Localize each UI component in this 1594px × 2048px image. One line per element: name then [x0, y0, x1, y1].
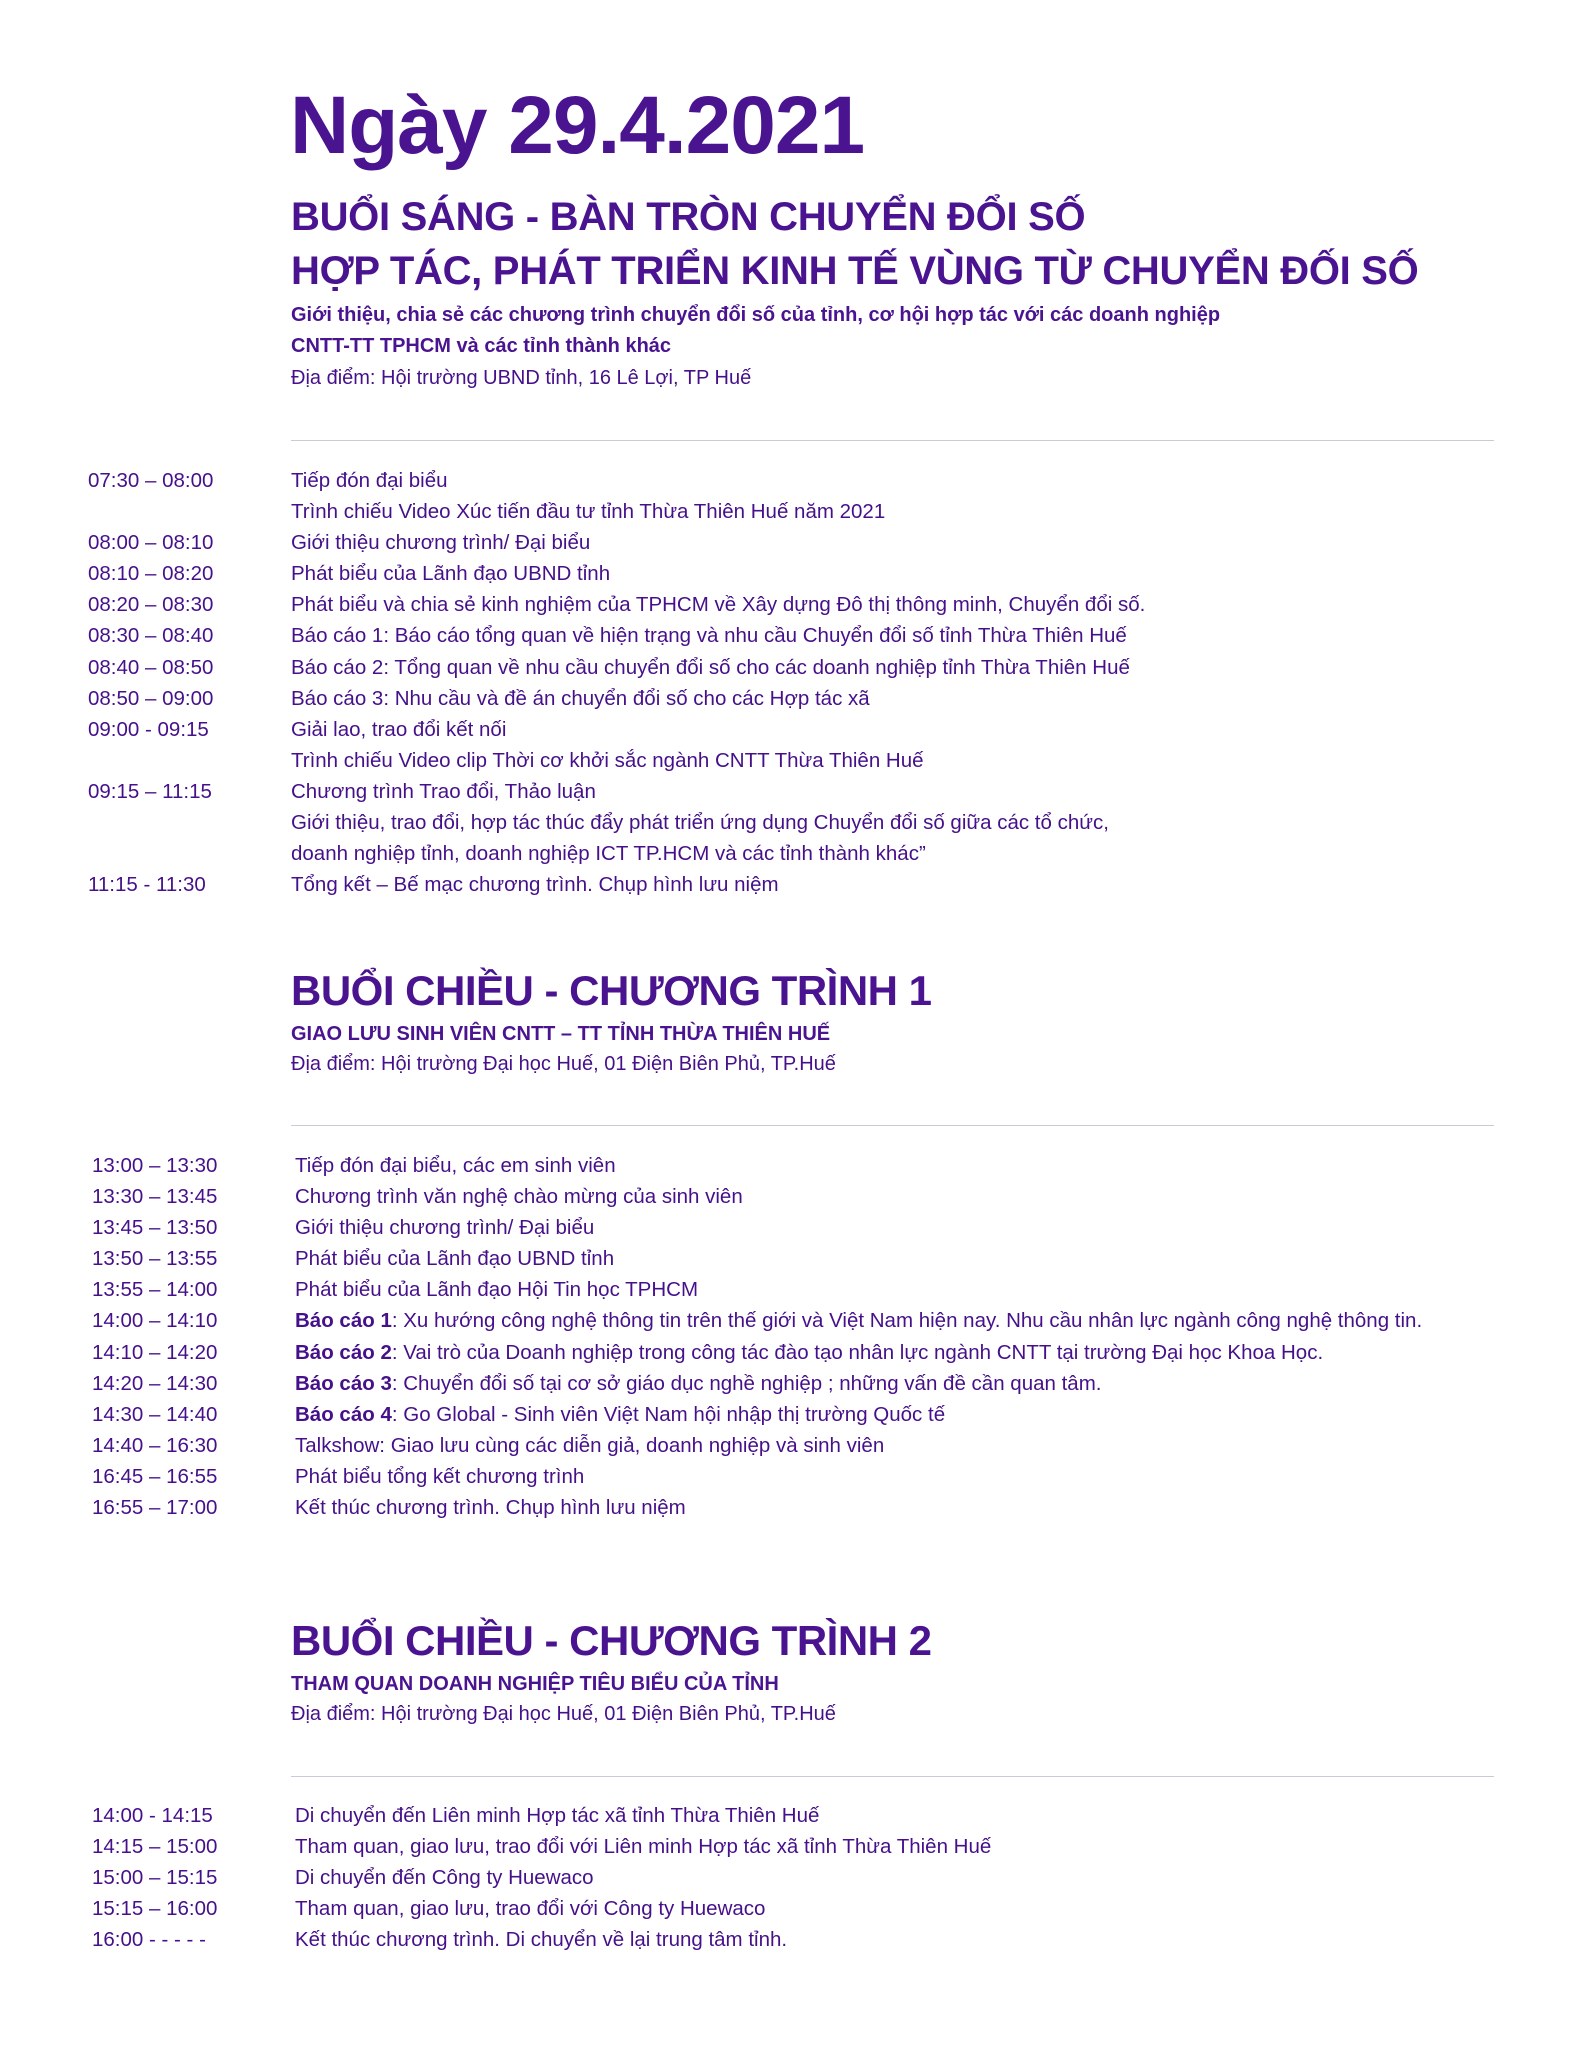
afternoon-2-subtitle: THAM QUAN DOANH NGHIỆP TIÊU BIỂU CỦA TỈNH [291, 1673, 779, 1695]
afternoon-1-venue: Địa điểm: Hội trường Đại học Huế, 01 Điện Biên Phủ, TP.Huế [291, 1053, 836, 1075]
schedule-time [88, 838, 291, 869]
schedule-description: Báo cáo 3: Nhu cầu và đề án chuyển đổi số cho các Hợp tác xã [291, 686, 870, 710]
schedule-row [88, 683, 1548, 714]
schedule-time: 14:15 – 15:00 [92, 1835, 218, 1859]
report-label: Báo cáo 2 [295, 1340, 392, 1364]
report-label: Báo cáo 4 [295, 1402, 392, 1426]
schedule-time: 16:45 – 16:55 [92, 1464, 218, 1488]
schedule-time: 13:30 – 13:45 [92, 1185, 218, 1209]
schedule-time: 14:00 - 14:15 [92, 1804, 213, 1827]
schedule-row [88, 1492, 1548, 1523]
schedule-description: Talkshow: Giao lưu cùng các diễn giả, doanh nghiệp và sinh viên [295, 1433, 885, 1457]
schedule-description: Phát biểu tổng kết chương trình [295, 1464, 585, 1488]
afternoon-1-heading: BUỔI CHIỀU - CHƯƠNG TRÌNH 1 [291, 967, 932, 1014]
schedule-description: Giải lao, trao đổi kết nối [291, 717, 507, 741]
schedule-row [88, 869, 1548, 900]
schedule-description [295, 1337, 1323, 1368]
schedule-row [88, 652, 1548, 683]
divider [291, 1776, 1494, 1777]
afternoon-2-header [291, 1613, 1511, 1729]
morning-venue: Địa điểm: Hội trường UBND tỉnh, 16 Lê Lợi, TP Huế [291, 367, 752, 389]
schedule-description: Báo cáo 2: Tổng quan về nhu cầu chuyển đổi số cho các doanh nghiệp tỉnh Thừa Thiên Huế [291, 655, 1130, 679]
afternoon-1-header [291, 963, 1511, 1079]
schedule-time: 14:30 – 14:40 [92, 1402, 218, 1426]
schedule-description: Phát biểu của Lãnh đạo UBND tỉnh [295, 1247, 615, 1271]
schedule-description: Tham quan, giao lưu, trao đổi với Liên minh Hợp tác xã tỉnh Thừa Thiên Huế [295, 1835, 992, 1859]
schedule-row [88, 745, 1548, 776]
schedule-row [88, 1924, 1548, 1955]
schedule-time: 08:10 – 08:20 [88, 562, 214, 586]
schedule-time: 13:00 – 13:30 [92, 1154, 218, 1177]
morning-heading-1: BUỔI SÁNG - BÀN TRÒN CHUYỂN ĐỔI SỐ [291, 195, 1086, 239]
schedule-description: Chương trình văn nghệ chào mừng của sinh viên [295, 1185, 743, 1209]
schedule-description: Trình chiếu Video Xúc tiến đầu tư tỉnh Thừa Thiên Huế năm 2021 [291, 500, 886, 524]
schedule-description: doanh nghiệp tỉnh, doanh nghiệp ICT TP.HCM và các tỉnh thành khác” [291, 842, 926, 866]
report-title: : Go Global - Sinh viên Việt Nam hội nhập thị trường Quốc tế [391, 1402, 946, 1426]
schedule-description: Tiếp đón đại biểu [291, 469, 448, 492]
schedule-row [88, 1150, 1548, 1181]
divider [291, 1125, 1494, 1126]
schedule-row [88, 620, 1548, 651]
schedule-row [88, 1862, 1548, 1893]
schedule-time: 16:00 - - - - - [92, 1928, 206, 1952]
schedule-row [88, 1305, 1548, 1336]
schedule-time: 08:00 – 08:10 [88, 531, 214, 555]
schedule-time: 14:10 – 14:20 [92, 1340, 218, 1364]
schedule-description: Phát biểu của Lãnh đạo Hội Tin học TPHCM [295, 1278, 699, 1302]
schedule-row [88, 1461, 1548, 1492]
schedule-description: Giới thiệu, trao đổi, hợp tác thúc đẩy phát triển ứng dụng Chuyển đổi số giữa các tổ chức, [291, 811, 1109, 835]
schedule-time: 13:50 – 13:55 [92, 1247, 218, 1271]
afternoon-2-heading: BUỔI CHIỀU - CHƯƠNG TRÌNH 2 [291, 1617, 932, 1664]
schedule-time: 14:20 – 14:30 [92, 1371, 218, 1395]
schedule-row [88, 838, 1548, 869]
schedule-description: Tổng kết – Bế mạc chương trình. Chụp hình lưu niệm [291, 873, 779, 897]
schedule-row [88, 1800, 1548, 1831]
afternoon-2-schedule [88, 1800, 1548, 1955]
schedule-description: Báo cáo 1: Báo cáo tổng quan về hiện trạng và nhu cầu Chuyển đổi số tỉnh Thừa Thiên Huế [291, 624, 1127, 648]
schedule-description: Phát biểu của Lãnh đạo UBND tỉnh [291, 562, 611, 586]
schedule-row [88, 496, 1548, 527]
schedule-time [88, 496, 291, 527]
morning-heading-2: HỢP TÁC, PHÁT TRIỂN KINH TẾ VÙNG TỪ CHUYỂN ĐỐI SỐ [291, 249, 1419, 293]
afternoon-1-schedule [88, 1150, 1548, 1523]
schedule-row [88, 589, 1548, 620]
schedule-time: 09:15 – 11:15 [88, 779, 212, 803]
schedule-row [88, 714, 1548, 745]
morning-intro-line-2: CNTT-TT TPHCM và các tỉnh thành khác [291, 335, 672, 357]
schedule-time: 08:30 – 08:40 [88, 624, 214, 648]
afternoon-2-venue: Địa điểm: Hội trường Đại học Huế, 01 Điện Biên Phủ, TP.Huế [291, 1703, 836, 1725]
report-title: : Xu hướng công nghệ thông tin trên thế giới và Việt Nam hiện nay. Nhu cầu nhân lực ngành công nghệ thông tin. [391, 1309, 1423, 1333]
schedule-time: 08:20 – 08:30 [88, 593, 214, 617]
schedule-row [88, 1243, 1548, 1274]
schedule-row [88, 1893, 1548, 1924]
schedule-row [88, 527, 1548, 558]
schedule-time [88, 807, 291, 838]
schedule-row [88, 776, 1548, 807]
schedule-description: Tiếp đón đại biểu, các em sinh viên [295, 1154, 616, 1177]
schedule-row [88, 1212, 1548, 1243]
schedule-description [295, 1368, 1101, 1399]
schedule-time: 08:50 – 09:00 [88, 686, 214, 710]
report-label: Báo cáo 1 [295, 1309, 392, 1333]
schedule-time: 15:15 – 16:00 [92, 1897, 218, 1921]
schedule-time: 15:00 – 15:15 [92, 1866, 218, 1890]
schedule-row [88, 1399, 1548, 1430]
schedule-row [88, 465, 1548, 496]
schedule-time: 14:00 – 14:10 [92, 1309, 218, 1333]
schedule-time: 13:45 – 13:50 [92, 1216, 218, 1240]
schedule-description: Chương trình Trao đổi, Thảo luận [291, 779, 596, 803]
schedule-description: Giới thiệu chương trình/ Đại biểu [295, 1216, 595, 1240]
schedule-time: 11:15 - 11:30 [88, 873, 206, 897]
divider [291, 440, 1494, 441]
schedule-row [88, 558, 1548, 589]
schedule-time: 08:40 – 08:50 [88, 655, 214, 679]
schedule-description: Giới thiệu chương trình/ Đại biểu [291, 531, 591, 555]
schedule-row [88, 1430, 1548, 1461]
schedule-row [88, 807, 1548, 838]
schedule-description: Kết thúc chương trình. Chụp hình lưu niệm [295, 1496, 686, 1520]
schedule-time: 07:30 – 08:00 [88, 469, 214, 492]
schedule-row [88, 1368, 1548, 1399]
schedule-description: Di chuyển đến Liên minh Hợp tác xã tỉnh Thừa Thiên Huế [295, 1804, 820, 1827]
schedule-row [88, 1274, 1548, 1305]
afternoon-1-subtitle: GIAO LƯU SINH VIÊN CNTT – TT TỈNH THỪA THIÊN HUẾ [291, 1023, 831, 1045]
schedule-time [88, 745, 291, 776]
schedule-description [295, 1305, 1422, 1336]
page-title: Ngày 29.4.2021 [290, 80, 865, 171]
schedule-time: 16:55 – 17:00 [92, 1496, 218, 1520]
report-label: Báo cáo 3 [295, 1371, 392, 1395]
report-title: : Vai trò của Doanh nghiệp trong công tác đào tạo nhân lực ngành CNTT tại trường Đại học Khoa Học. [391, 1340, 1324, 1364]
schedule-description: Kết thúc chương trình. Di chuyển về lại trung tâm tỉnh. [295, 1928, 788, 1952]
schedule-time: 13:55 – 14:00 [92, 1278, 218, 1302]
schedule-description [295, 1399, 945, 1430]
morning-intro-line-1: Giới thiệu, chia sẻ các chương trình chuyển đổi số của tỉnh, cơ hội hợp tác với các doanh nghiệp [291, 304, 1221, 326]
schedule-time: 14:40 – 16:30 [92, 1433, 218, 1457]
morning-header [291, 190, 1511, 393]
schedule-description: Tham quan, giao lưu, trao đổi với Công ty Huewaco [295, 1897, 766, 1921]
schedule-description: Phát biểu và chia sẻ kinh nghiệm của TPHCM về Xây dựng Đô thị thông minh, Chuyển đổi số. [291, 593, 1146, 617]
report-title: : Chuyển đổi số tại cơ sở giáo dục nghề nghiệp ; những vấn đề cần quan tâm. [391, 1371, 1102, 1395]
schedule-row [88, 1181, 1548, 1212]
schedule-row [88, 1337, 1548, 1368]
schedule-description: Di chuyển đến Công ty Huewaco [295, 1866, 594, 1890]
schedule-row [88, 1831, 1548, 1862]
schedule-time: 09:00 - 09:15 [88, 717, 209, 741]
morning-schedule [88, 465, 1548, 900]
schedule-description: Trình chiếu Video clip Thời cơ khởi sắc ngành CNTT Thừa Thiên Huế [291, 748, 924, 772]
